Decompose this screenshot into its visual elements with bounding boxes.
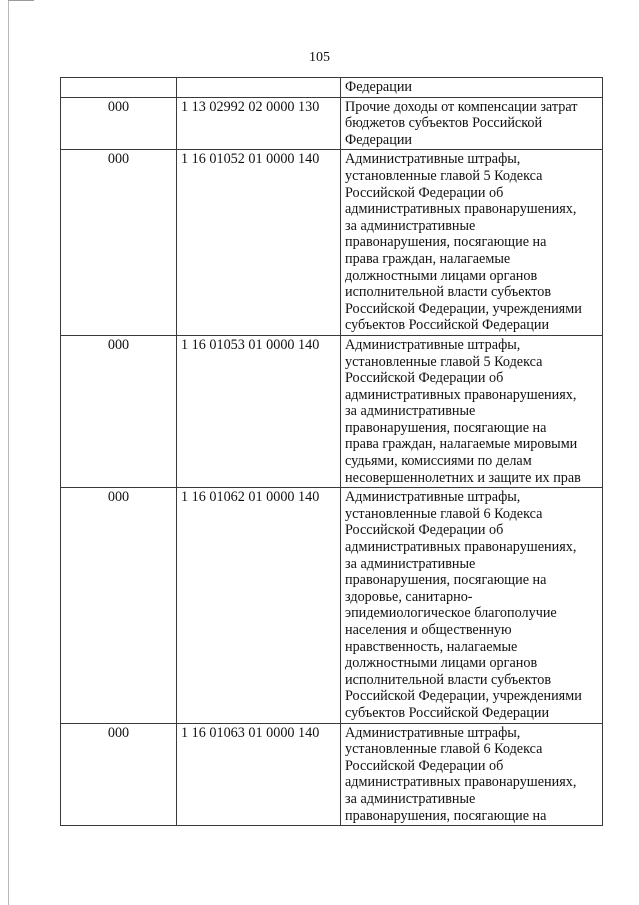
revenue-name-line: исполнительной власти субъектов <box>345 284 552 301</box>
revenue-name-line: исполнительной власти субъектов <box>345 671 552 688</box>
revenue-name-cell <box>341 488 603 723</box>
revenue-name-line: эпидемиологическое благополучие <box>345 605 557 622</box>
table-row <box>61 488 603 723</box>
page-number: 105 <box>309 50 330 65</box>
admin-code-cell: 000 <box>61 150 177 336</box>
admin-code-cell: 000 <box>61 335 177 487</box>
admin-code-cell: 000 <box>61 97 177 150</box>
revenue-name-line: должностными лицами органов <box>345 655 538 672</box>
admin-code-cell: 000 <box>61 488 177 723</box>
revenue-name-line: населения и общественную <box>345 622 512 638</box>
scan-edge-line <box>8 0 9 905</box>
revenue-name-line: административных правонарушениях, <box>345 539 577 556</box>
budget-classification-code-cell: 1 16 01063 01 0000 140 <box>177 723 341 826</box>
revenue-name-line: Российской Федерации об <box>345 370 504 387</box>
revenue-name-cell <box>341 150 603 336</box>
revenue-name-line: установленные главой 5 Кодекса <box>345 167 543 184</box>
revenue-name-line: права граждан, налагаемые мировыми <box>345 436 578 453</box>
budget-classification-code-cell: 1 16 01062 01 0000 140 <box>177 488 341 723</box>
scan-edge-mark <box>8 0 34 1</box>
revenue-name-cell <box>341 335 603 487</box>
revenue-name-line: Административные штрафы, <box>345 724 521 741</box>
table-row <box>61 97 603 150</box>
table-row <box>61 78 603 98</box>
revenue-name-line: за административные <box>345 790 476 807</box>
revenue-name-line: несовершеннолетних и защите их прав <box>345 469 581 486</box>
revenue-name-line: административных правонарушениях, <box>345 386 577 403</box>
revenue-name-line: нравственность, налагаемые <box>345 638 518 655</box>
revenue-name-cell <box>341 723 603 826</box>
budget-codes-table-body <box>61 78 603 826</box>
admin-code-cell <box>61 78 177 98</box>
revenue-name-line: Административные штрафы, <box>345 336 521 353</box>
table-row <box>61 150 603 336</box>
budget-classification-code-cell: 1 16 01052 01 0000 140 <box>177 150 341 336</box>
revenue-name-line: правонарушения, посягающие на <box>345 807 547 824</box>
revenue-name-line: правонарушения, посягающие на <box>345 419 547 436</box>
revenue-name-line: за административные <box>345 403 476 420</box>
revenue-name-line: Прочие доходы от компенсации затрат <box>345 98 578 115</box>
revenue-name-line: Российской Федерации, учреждениями <box>345 300 582 317</box>
revenue-name-cell <box>341 78 603 98</box>
revenue-name-line: Административные штрафы, <box>345 151 521 168</box>
revenue-name-line: права граждан, налагаемые <box>345 250 511 267</box>
budget-classification-code-cell <box>177 78 341 98</box>
budget-classification-code-cell: 1 13 02992 02 0000 130 <box>177 97 341 150</box>
revenue-name-line: субъектов Российской Федерации <box>345 317 550 334</box>
revenue-name-line: субъектов Российской Федерации <box>345 704 550 721</box>
revenue-name-line: Федерации <box>345 131 413 148</box>
revenue-name-line: судьями, комиссиями по делам <box>345 453 532 470</box>
revenue-name-line: установленные главой 6 Кодекса <box>345 741 543 758</box>
revenue-name-line: за административные <box>345 555 476 572</box>
revenue-name-line: Российской Федерации об <box>345 184 504 201</box>
revenue-name-line: бюджетов субъектов Российской <box>345 115 543 132</box>
revenue-name-cell <box>341 97 603 150</box>
budget-codes-table <box>60 77 603 826</box>
table-row <box>61 335 603 487</box>
revenue-name-line: установленные главой 6 Кодекса <box>345 505 543 522</box>
revenue-name-line: административных правонарушениях, <box>345 201 577 218</box>
revenue-name-line: здоровье, санитарно- <box>345 588 473 605</box>
revenue-name-line: административных правонарушениях, <box>345 774 577 791</box>
revenue-name-line: Российской Федерации об <box>345 757 504 774</box>
revenue-name-line: правонарушения, посягающие на <box>345 572 547 589</box>
revenue-name-line: Российской Федерации, учреждениями <box>345 688 582 705</box>
revenue-name-line: правонарушения, посягающие на <box>345 234 547 251</box>
revenue-name-line: Российской Федерации об <box>345 522 504 539</box>
budget-classification-code-cell: 1 16 01053 01 0000 140 <box>177 335 341 487</box>
admin-code-cell: 000 <box>61 723 177 826</box>
table-row <box>61 723 603 826</box>
revenue-name-line: Административные штрафы, <box>345 489 521 506</box>
revenue-name-line: должностными лицами органов <box>345 267 538 284</box>
revenue-name-line: за административные <box>345 217 476 234</box>
revenue-name-line: установленные главой 5 Кодекса <box>345 353 543 370</box>
revenue-name-line: Федерации <box>345 79 413 95</box>
